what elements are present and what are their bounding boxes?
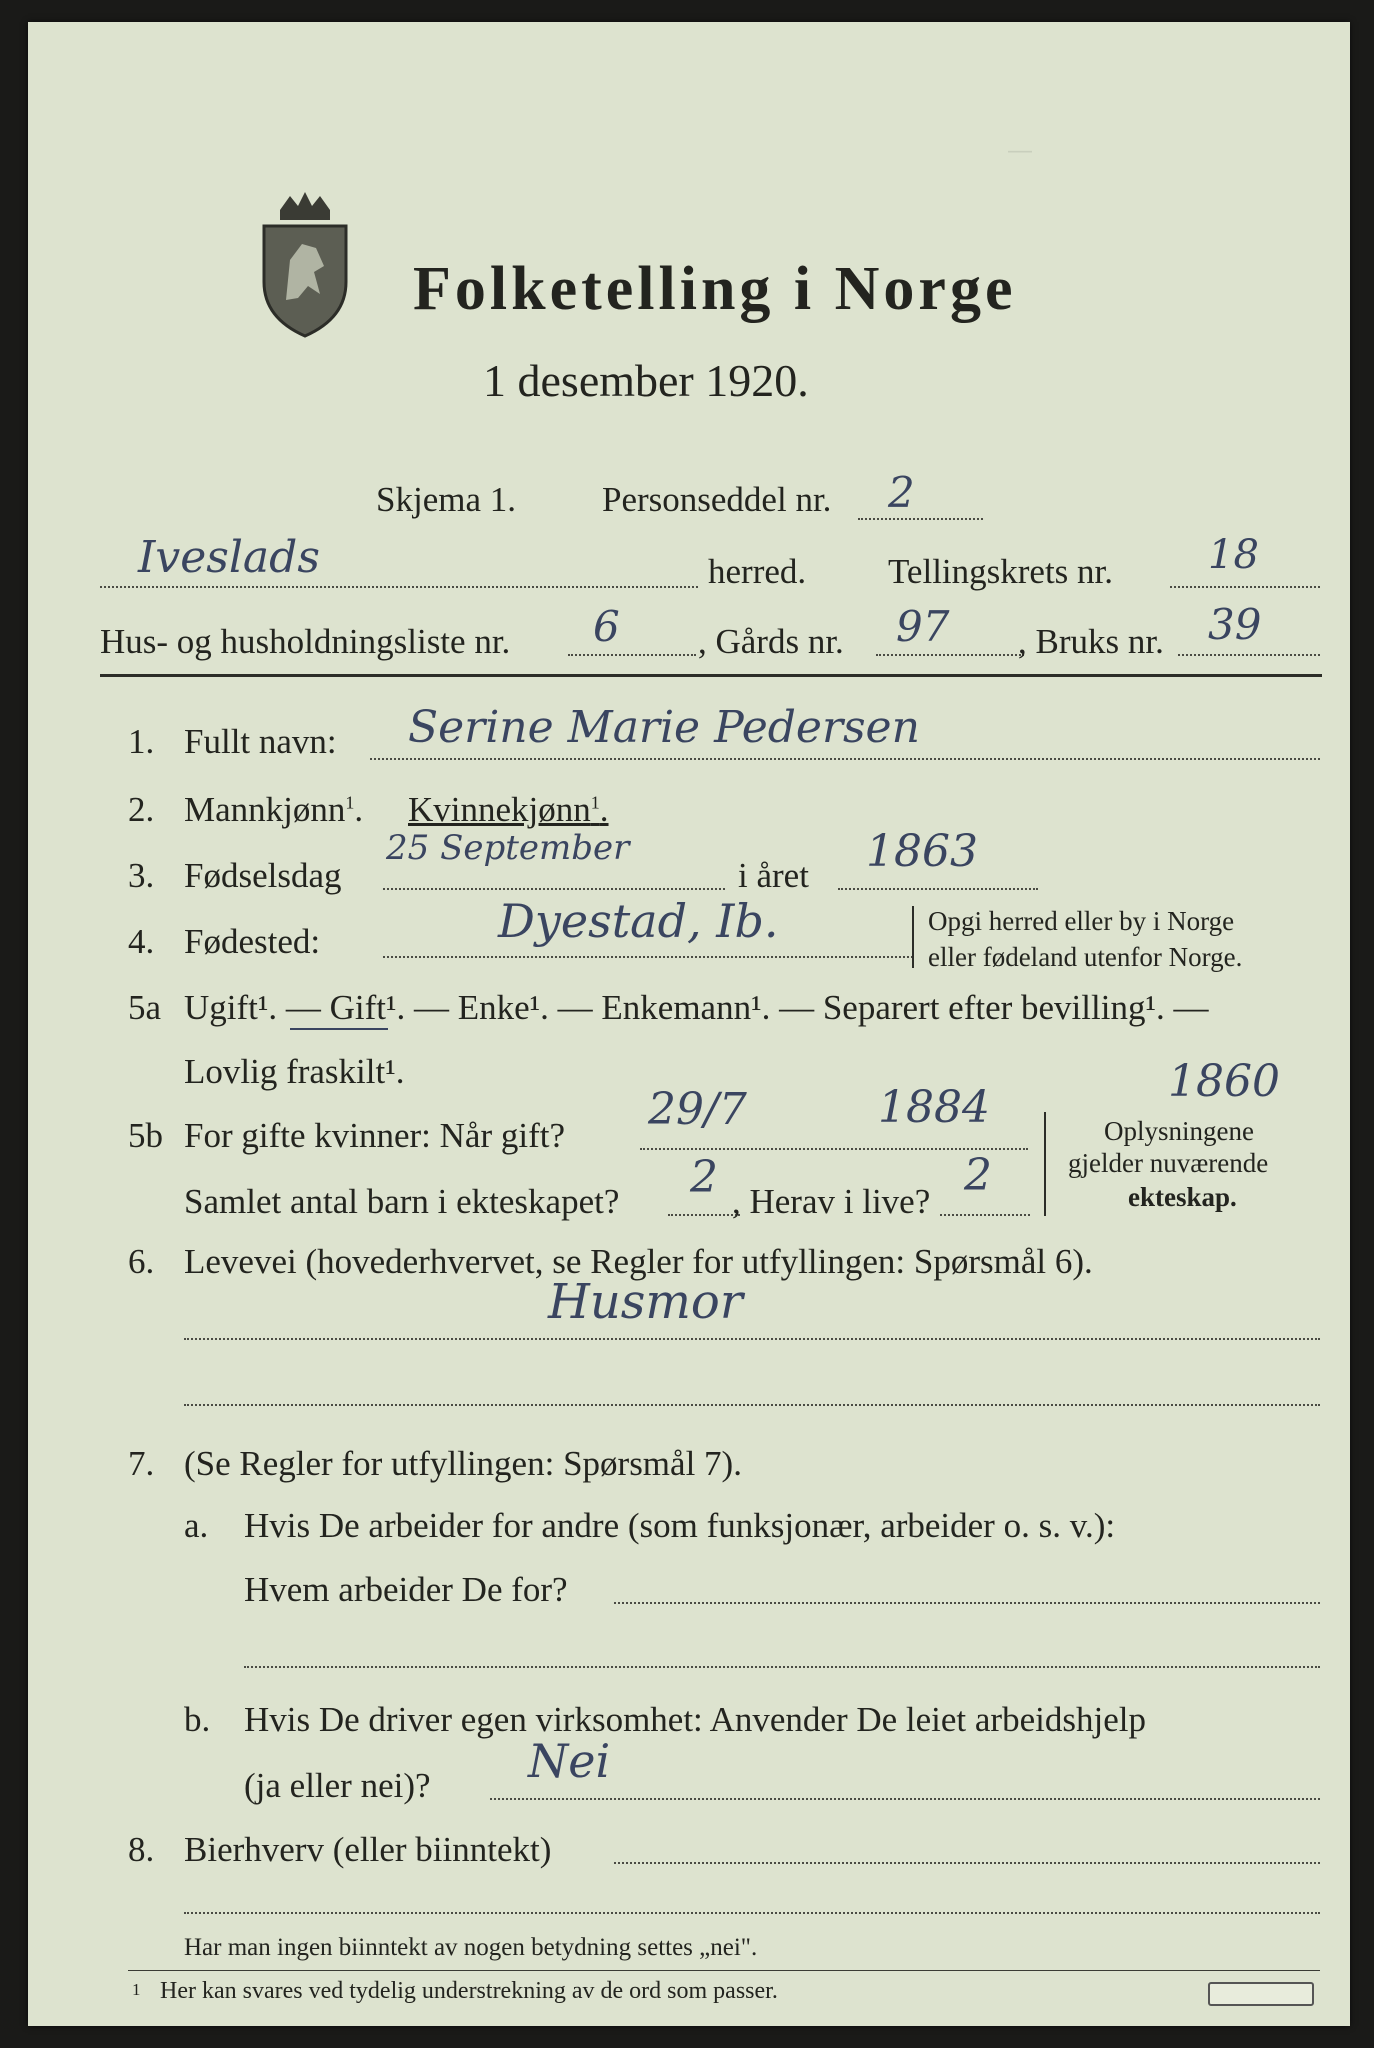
bleed-through-text: — — [1008, 137, 1032, 164]
alive-value: 2 — [964, 1150, 992, 1201]
q6-number: 6. — [128, 1242, 155, 1281]
q4-note-2: eller fødeland utenfor Norge. — [928, 942, 1243, 972]
q5b-alive-line — [940, 1214, 1030, 1216]
q5a-divorced: Lovlig fraskilt¹. — [184, 1052, 405, 1091]
q7b-line — [490, 1798, 1320, 1800]
married-year-value: 1884 — [878, 1082, 990, 1133]
holding-label: , Bruks nr. — [1018, 622, 1164, 661]
household-no-value: 6 — [593, 602, 620, 651]
q5b-number: 5b — [128, 1116, 163, 1155]
extra-year-value: 1860 — [1168, 1056, 1280, 1107]
q2-female-underlined: Kvinnekjønn$^1$. — [408, 790, 609, 829]
q4-label: Fødested: — [184, 922, 321, 961]
district-label: Tellingskrets nr. — [888, 552, 1114, 591]
q5b-bracket — [1044, 1112, 1050, 1216]
no-income-note: Har man ingen biinntekt av nogen betydning settes „nei". — [184, 1934, 758, 1961]
q3-year-label: i året — [738, 856, 809, 895]
q8-label: Bierhverv (eller biinntekt) — [184, 1830, 552, 1869]
slip-no-line — [858, 518, 983, 520]
q5a-options: Ugift¹. — Gift¹. — Enke¹. — Enkemann¹. — Separert efter bevilling¹. — — [184, 988, 1209, 1027]
q5b-married-label: For gifte kvinner: Når gift? — [184, 1116, 566, 1155]
census-form-sheet — [28, 22, 1350, 2026]
q5b-note-1: Oplysningene — [1104, 1116, 1254, 1146]
married-day-value: 29/7 — [648, 1084, 747, 1135]
q8-line-1 — [614, 1862, 1320, 1864]
q6-label: Levevei (hovederhvervet, se Regler for utfyllingen: Spørsmål 6). — [184, 1242, 1093, 1281]
q7b-line-1: Hvis De driver egen virksomhet: Anvender De leiet arbeidshjelp — [244, 1700, 1146, 1739]
farm-no-line — [876, 654, 1024, 656]
q1-label: Fullt navn: — [184, 722, 337, 761]
footnote-mark: 1 — [132, 1980, 141, 1999]
q7a-line-1: Hvis De arbeider for andre (som funksjonær, arbeider o. s. v.): — [244, 1506, 1116, 1545]
holding-no-value: 39 — [1208, 600, 1262, 649]
children-value: 2 — [690, 1152, 718, 1203]
q8-line-2 — [184, 1912, 1320, 1914]
q6-line-1 — [184, 1338, 1320, 1340]
household-label: Hus- og husholdningsliste nr. — [100, 622, 511, 661]
q1-line — [370, 758, 1320, 760]
header-divider — [100, 674, 1322, 677]
q7a-line — [614, 1602, 1320, 1604]
q4-number: 4. — [128, 922, 155, 961]
district-no-line — [1170, 586, 1320, 588]
q4-line — [383, 956, 913, 958]
q3-number: 3. — [128, 856, 155, 895]
q5b-alive-label: , Herav i live? — [732, 1182, 931, 1221]
q3-label: Fødselsdag — [184, 856, 342, 895]
form-title: Folketelling i Norge — [413, 255, 1017, 323]
household-no-line — [568, 654, 696, 656]
q7b-mark: b. — [184, 1700, 211, 1739]
birthplace-value: Dyestad, Ib. — [498, 894, 779, 948]
q7a-line-extra — [244, 1666, 1320, 1668]
q5b-children-label: Samlet antal barn i ekteskapet? — [184, 1182, 620, 1221]
q8-number: 8. — [128, 1830, 155, 1869]
q2-number: 2. — [128, 790, 155, 829]
q5a-number: 5a — [128, 988, 162, 1027]
q7a-line-2: Hvem arbeider De for? — [244, 1570, 568, 1609]
farm-label: , Gårds nr. — [698, 622, 844, 661]
q7-label: (Se Regler for utfyllingen: Spørsmål 7). — [184, 1444, 742, 1483]
birth-year-value: 1863 — [866, 826, 978, 877]
hired-help-value: Nei — [528, 1734, 611, 1788]
coat-of-arms-icon — [250, 190, 360, 340]
q2-male: Mannkjønn$^1$. — [184, 790, 364, 829]
q7b-line-2: (ja eller nei)? — [244, 1766, 431, 1805]
herred-line — [100, 586, 698, 588]
farm-no-value: 97 — [896, 602, 950, 651]
q7-number: 7. — [128, 1444, 155, 1483]
footnote-text: Her kan svares ved tydelig understrekning av de ord som passer. — [160, 1978, 778, 2004]
gift-underline — [290, 1028, 388, 1030]
q4-note-1: Opgi herred eller by i Norge — [928, 906, 1235, 936]
q5b-children-line — [668, 1214, 740, 1216]
q6-line-2 — [184, 1404, 1320, 1406]
footnote-divider — [128, 1970, 1320, 1971]
full-name-value: Serine Marie Pedersen — [408, 702, 920, 753]
herred-label: herred. — [708, 552, 807, 591]
q3-year-line — [838, 888, 1038, 890]
herred-value: Iveslads — [138, 532, 320, 583]
district-no-value: 18 — [1208, 532, 1259, 578]
q4-bracket — [912, 906, 918, 968]
printer-stamp-icon — [1208, 1982, 1314, 2006]
birth-day-value: 25 September — [386, 828, 630, 868]
slip-no-value: 2 — [888, 468, 915, 517]
form-number: Skjema 1. — [376, 480, 516, 519]
q3-day-line — [383, 888, 725, 890]
census-date: 1 desember 1920. — [483, 355, 809, 406]
holding-no-line — [1178, 654, 1320, 656]
q5b-note-3: ekteskap. — [1128, 1182, 1237, 1212]
q7a-mark: a. — [184, 1506, 209, 1545]
slip-label: Personseddel nr. — [602, 480, 832, 519]
occupation-value: Husmor — [548, 1274, 743, 1330]
q1-number: 1. — [128, 722, 155, 761]
q5b-note-2: gjelder nuværende — [1068, 1148, 1269, 1178]
